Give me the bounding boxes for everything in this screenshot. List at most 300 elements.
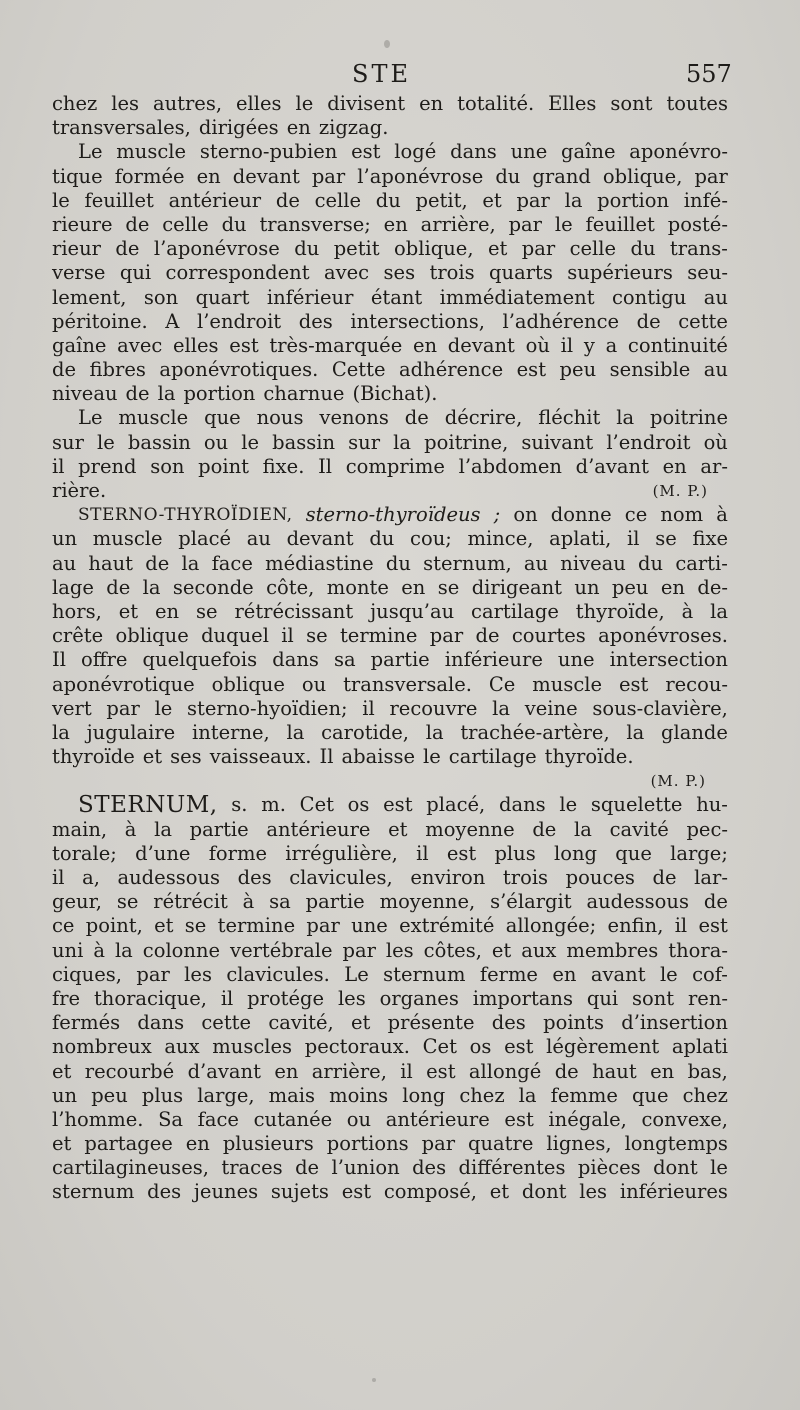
word: en [401,575,426,599]
word: poitrine, [424,430,509,454]
word: intersection [609,648,728,672]
word: de [52,358,77,382]
word: muscle [118,406,189,430]
word: enfin, [607,914,664,938]
signature: (M. P.) [652,482,708,500]
word: partie [189,817,249,841]
word: correspondent [165,261,310,285]
text-line [52,600,728,624]
word: devant [232,164,300,188]
word: dirigeant [471,575,563,599]
word: haut [592,1059,637,1083]
word: antérieur [168,188,262,212]
word: seu- [687,261,728,285]
word: STERNUM, [78,792,218,819]
word: ar- [700,454,728,478]
word: membres [566,938,659,962]
word: la [518,1083,537,1107]
word: colonne [142,938,221,962]
word: environ [410,866,486,889]
word: charnue [263,382,345,406]
word: sterno-hyoïdien; [187,696,348,720]
word: large; [670,841,728,865]
text-line [52,624,728,648]
word: cavité [609,817,669,841]
word: la [114,938,133,962]
word: fixe [692,527,728,551]
word: une [510,140,548,164]
word: partie [305,890,365,914]
word: transversale. [343,672,472,696]
word: uni [52,938,84,962]
word: aponévrotique [52,672,195,696]
word: à [93,938,105,962]
word: clavicules. [226,962,330,986]
word: plus [494,841,536,865]
text-line [52,939,728,963]
word: ou [203,430,229,454]
word: des [298,309,333,333]
text-line [52,479,728,503]
word: que [615,841,652,865]
word: large, [197,1083,255,1107]
word: antérieure [266,817,371,841]
word: moyenne [425,817,515,841]
word: il [220,986,234,1010]
word: feuillet [84,188,154,212]
word: dans [272,648,319,672]
word: allongée; [505,914,597,938]
word: les [184,962,212,986]
word: à [124,817,137,841]
text-line [52,431,728,455]
word: la [157,382,176,406]
word: points [543,1011,604,1035]
word: en [650,1059,675,1083]
word: du [385,551,411,575]
word: cutanée [253,1107,333,1131]
word: suivant [521,430,594,454]
text-line [52,552,728,576]
word: fermés [52,1011,121,1035]
word: et [118,599,139,623]
word: sensible [609,358,691,382]
word: en [185,1132,210,1156]
word: et [487,237,508,261]
word: audessous [586,890,689,914]
word: ses [170,745,202,769]
word: est [618,672,649,696]
text-line [52,721,728,745]
word: sous-clavière, [592,696,728,720]
text-line [52,1084,728,1108]
word: dans [450,140,497,164]
word: hors, [52,599,102,623]
paper-speck [372,1378,376,1382]
text-line [52,890,728,914]
word: de [636,309,661,333]
body-text [52,92,728,1205]
word: par [516,188,550,212]
text-line [52,140,728,164]
word: s. [231,793,248,817]
word: verse [52,261,106,285]
word: fléchit [538,406,601,430]
word: elles [236,92,282,115]
word: oblique, [602,164,683,188]
text-line [52,503,728,527]
word: et [388,817,408,841]
word: vaisseaux. [209,745,312,769]
word: en [286,116,311,140]
word: sujets [270,1180,329,1204]
word: aponévro- [629,140,728,164]
word: crête [52,624,104,648]
word: l’adhérence [502,309,620,333]
word: lage [52,575,94,599]
word: portions [326,1132,409,1156]
word: on [513,503,538,527]
word: de [115,237,140,261]
word: poitrine [650,406,728,430]
word: aux [164,1035,200,1059]
word: et [52,1059,72,1083]
word: sa [269,890,291,914]
word: ferme [479,962,538,986]
word: le [295,92,314,115]
word: où [525,333,550,357]
word: en [660,575,685,599]
text-line [52,358,728,382]
word: aux [521,938,557,962]
word: ciques, [52,962,122,986]
word: jusqu’au [370,599,455,623]
word: sternum [383,962,466,986]
word: côte, [266,575,315,599]
word: celle [569,237,617,261]
text-line [52,842,728,866]
word: carotide, [321,720,409,744]
word: Le [78,140,103,164]
word: sont [610,92,653,115]
word: que [631,1083,669,1107]
word: est [229,333,259,357]
word: il [52,454,65,478]
word: rière. [52,479,107,502]
word: partagee [84,1132,173,1156]
word: la [393,430,412,454]
word: devant [286,527,354,551]
word: et [491,938,512,962]
word: sont [631,986,675,1010]
word: les [579,1180,608,1204]
word: l’homme. [52,1107,144,1131]
text-line [52,793,728,817]
word: par [694,164,728,188]
word: quelquefois [142,648,258,672]
word: (Bichat). [352,382,438,406]
word: se [184,914,207,938]
word: au [703,285,728,309]
word: a [605,333,618,357]
word: et [52,1132,72,1156]
text-line [52,1180,728,1204]
word: par [106,696,140,720]
word: oblique [115,624,189,648]
word: et [154,914,174,938]
word: gaîne [52,333,107,357]
word: placé [178,527,232,551]
text-line [52,1035,728,1059]
word: veine [524,696,578,720]
word: aplati [671,1035,728,1059]
word: et [482,188,502,212]
word: la [425,720,444,744]
word: devant [447,333,515,357]
word: Il [52,648,66,672]
word: thoracique, [93,986,207,1010]
word: est [383,793,413,817]
text-line [52,914,728,938]
word: du [221,212,247,236]
word: celle [314,188,362,212]
word: os [347,793,370,817]
word: décrire, [444,406,523,430]
word: cette [201,1011,252,1035]
word: se [196,599,218,623]
word: STERNO-THYROÏDIEN, [78,505,293,526]
word: le [710,1156,728,1180]
word: face [197,1107,239,1131]
word: s’élargit [490,890,572,914]
word: thyroïde. [544,745,634,769]
word: Elles [548,92,597,115]
word: du [630,237,656,261]
word: termine [339,624,418,648]
word: cou; [410,527,452,551]
word: avec [117,333,163,357]
word: se [116,890,139,914]
word: contigu [612,285,687,309]
word: offre [81,648,128,672]
word: par [311,164,346,188]
word: est [426,1059,456,1083]
word: des [491,1011,526,1035]
word: la [492,696,511,720]
word: sterno-thyroïdeus [305,503,481,527]
word: point [198,454,250,478]
word: par [306,914,340,938]
word: allongé [468,1059,542,1083]
word: torale; [52,841,117,865]
word: glande [661,720,728,744]
text-line [52,1132,728,1156]
word: seconde [172,575,254,599]
word: au [246,527,271,551]
text-line [52,1108,728,1132]
text-line [52,455,728,479]
word: pièces [577,1156,641,1180]
word: peu [611,575,649,599]
text-line [52,1156,728,1180]
word: de [145,551,170,575]
word: toutes [666,92,728,115]
word: trans- [669,237,728,261]
word: muscle [92,527,163,551]
word: niveau [560,551,626,575]
word: cavité, [268,1011,334,1035]
word: irrégulière, [285,841,398,865]
word: courtes [511,624,586,648]
word: en [383,212,408,236]
word: il [52,866,65,889]
word: une [351,914,388,938]
word: grand [532,164,591,188]
word: est [516,358,547,382]
word: il [362,696,375,720]
word: qui [586,986,619,1010]
word: feuillet [585,212,655,236]
word: cof- [692,962,728,986]
page-number: 557 [686,60,732,88]
word: du [369,527,395,551]
word: celle [162,212,209,236]
word: côtes, [423,938,482,962]
text-line [52,697,728,721]
word: les [337,986,366,1010]
word: Le [344,962,369,986]
word: portion [183,382,256,406]
word: sternum, [423,551,512,575]
word: clavicules, [289,866,393,889]
paper-speck [384,40,390,48]
word: l’endroit [196,309,282,333]
word: lar- [694,866,728,889]
word: en [552,962,577,986]
word: de [475,624,500,648]
word: lement, [52,285,127,309]
word: ses [383,261,416,285]
word: rétrécissant [234,599,354,623]
word: se [655,527,677,551]
word: en [274,1059,299,1083]
word: interne, [191,720,270,744]
word: abaisse [341,745,415,769]
word: présente [387,1011,475,1035]
word: mais [268,1083,316,1107]
word: le [559,793,578,817]
word: infé- [683,188,728,212]
word: long [554,841,598,865]
word: où [703,430,728,454]
word: des [237,866,272,889]
word: lignes, [546,1132,612,1156]
word: geur, [52,890,102,914]
word: les [111,92,140,115]
word: inférieures [619,1180,728,1204]
word: avant [590,962,646,986]
word: trois [502,866,549,889]
word: rieur [52,237,101,261]
word: d’insertion [621,1011,728,1035]
word: la [616,406,635,430]
word: le [241,430,260,454]
word: légèrement [546,1035,660,1059]
word: de [125,382,150,406]
word: en [662,454,687,478]
word: carti- [675,551,728,575]
word: dans [137,1011,185,1035]
text-line [52,769,728,793]
word: Le [78,406,103,430]
word: sterno-pubien [199,140,338,164]
word: rétrécit [153,890,228,914]
word: tique [52,164,103,188]
word: donne [550,503,612,527]
word: la [142,575,161,599]
word: moyenne, [379,890,476,914]
word: par [429,624,464,648]
word: forme [208,841,268,865]
word: pectoraux. [304,1035,410,1059]
word: de [275,188,300,212]
word: le [659,962,678,986]
text-line [52,673,728,697]
word: gaîne [561,140,616,164]
word: vert [52,696,92,720]
word: aplati, [549,527,612,551]
word: m. [261,793,286,817]
text-line [52,165,728,189]
word: long [402,1083,446,1107]
word: ou [301,672,327,696]
text-line [52,189,728,213]
word: l’union [331,1156,400,1180]
word: haut [88,551,133,575]
word: d’avant [187,1059,261,1083]
word: un [52,527,78,551]
word: les [385,938,414,962]
word: nom [660,503,704,527]
word: bassin [127,430,191,454]
word: cartilagineuses, [52,1156,209,1180]
text-line [52,648,728,672]
word: est [446,841,477,865]
word: fixe. [262,454,305,478]
word: petit, [415,188,468,212]
word: la [52,720,70,744]
word: comprime [345,454,445,478]
word: point, [85,914,143,938]
word: le [154,696,173,720]
text-line [52,213,728,237]
word: termine [217,914,296,938]
word: la [154,817,172,841]
word: adhérence [399,358,504,382]
word: bassin [272,430,336,454]
word: il [400,1059,413,1083]
word: pouces [565,866,635,889]
word: placé, [426,793,486,817]
word: au [523,551,549,575]
word: ren- [687,986,728,1010]
text-line [52,1060,728,1084]
word: sur [348,430,381,454]
word: très-marquée [269,333,403,357]
running-head: STE [352,60,411,88]
word: à [242,890,255,914]
word: de [106,575,131,599]
